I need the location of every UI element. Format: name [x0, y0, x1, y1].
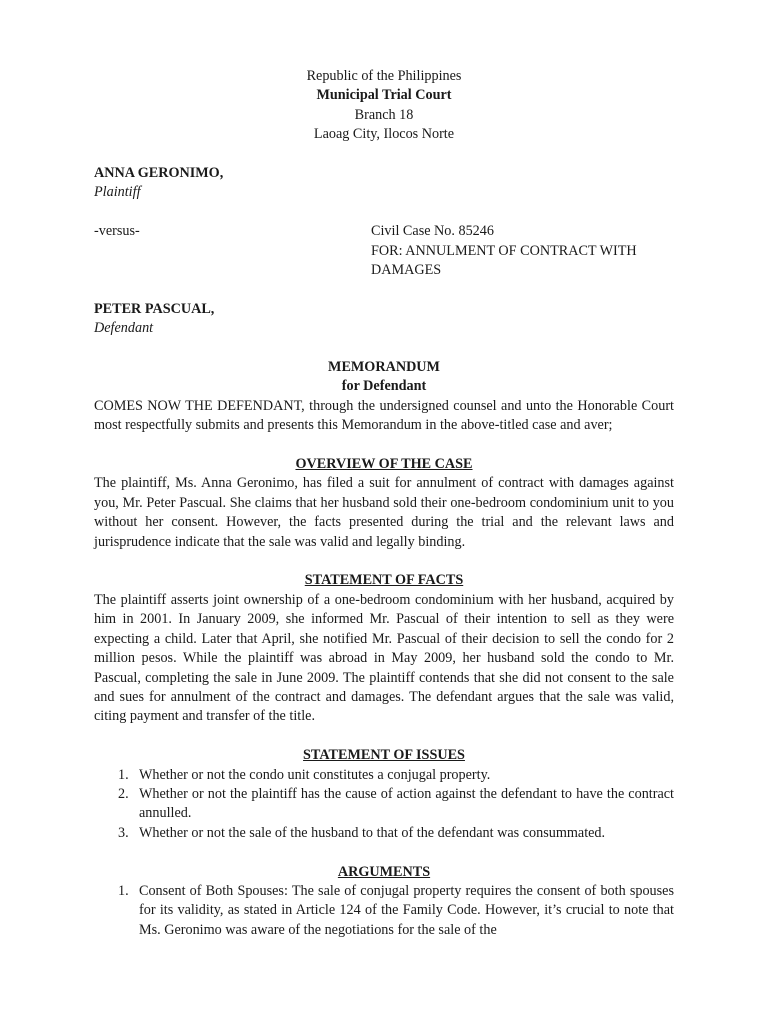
- defendant-block: [94, 300, 674, 339]
- versus-label: -versus-: [94, 223, 140, 240]
- arguments-heading: ARGUMENTS: [337, 863, 431, 880]
- memo-intro: COMES NOW THE DEFENDANT, through the undersigned counsel and unto the Honorable Court most respectfully submits and presents this Memorandum in the above-titled case and aver;: [94, 397, 674, 434]
- arguments-list: [94, 882, 674, 940]
- list-item-text: Whether or not the plaintiff has the cause of action against the defendant to have the contract annulled.: [139, 785, 674, 822]
- list-item-number: 2.: [118, 785, 129, 802]
- plaintiff-block: [94, 164, 674, 203]
- document-page: [94, 67, 674, 940]
- memo-title: MEMORANDUM: [328, 359, 440, 376]
- case-nature-line1: FOR: ANNULMENT OF CONTRACT WITH: [371, 242, 637, 259]
- court-location: Laoag City, Ilocos Norte: [313, 126, 455, 143]
- memo-subtitle: for Defendant: [341, 378, 427, 395]
- list-item: [94, 882, 674, 940]
- list-item: [94, 824, 674, 843]
- court-republic-line: Republic of the Philippines: [306, 68, 462, 84]
- plaintiff-name: ANNA GERONIMO,: [94, 165, 224, 182]
- list-item: [94, 785, 674, 824]
- issues-list: [94, 766, 674, 844]
- overview-text: The plaintiff, Ms. Anna Geronimo, has filed a suit for annulment of contract with damages against you, Mr. Peter Pascual. She claims that her husband sold their one-bedroom condominium unit to you without her consent. However, the facts presented during the trial and the relevant laws and jurisprudence indicate that the sale was valid and legally binding.: [94, 475, 674, 550]
- list-item-text: Whether or not the sale of the husband to that of the defendant was consummated.: [139, 824, 606, 841]
- list-item-number: 1.: [118, 766, 129, 783]
- list-item-text: Consent of Both Spouses: The sale of conjugal property requires the consent of both spouses for its validity, as stated in Article 124 of the Family Code. However, it’s crucial to note that Ms. Geronimo was aware of the negotiations for the sale of the: [139, 882, 674, 938]
- facts-heading: STATEMENT OF FACTS: [304, 572, 464, 589]
- list-item: [94, 766, 674, 785]
- case-number: Civil Case No. 85246: [371, 223, 494, 240]
- defendant-name: PETER PASCUAL,: [94, 300, 215, 317]
- plaintiff-role: Plaintiff: [94, 184, 141, 201]
- facts-text: The plaintiff asserts joint ownership of a one-bedroom condominium with her husband, acquired by him in 2001. In January 2009, she informed Mr. Pascual of their intention to sell as they were expecting a child. Later that April, she notified Mr. Pascual of their decision to sell the condo for 2 million pesos. While the plaintiff was abroad in May 2009, her husband sold the condo to Mr. Pascual, completing the sale in June 2009. The plaintiff contends that she did not consent to the sale and sues for annulment of the contract and damages. The defendant argues that the sale was valid, citing payment and transfer of the title.: [94, 591, 674, 725]
- issues-heading: STATEMENT OF ISSUES: [303, 747, 465, 764]
- list-item-number: 1.: [118, 882, 129, 899]
- court-branch: Branch 18: [354, 106, 414, 123]
- case-caption: [94, 222, 674, 280]
- case-info: [371, 222, 674, 280]
- court-header: [94, 67, 674, 145]
- court-name: Municipal Trial Court: [316, 87, 452, 104]
- list-item-number: 3.: [118, 824, 129, 841]
- case-nature-line2: DAMAGES: [371, 262, 442, 279]
- list-item-text: Whether or not the condo unit constitutes a conjugal property.: [139, 766, 491, 783]
- overview-heading: OVERVIEW OF THE CASE: [295, 456, 473, 473]
- defendant-role: Defendant: [94, 320, 154, 337]
